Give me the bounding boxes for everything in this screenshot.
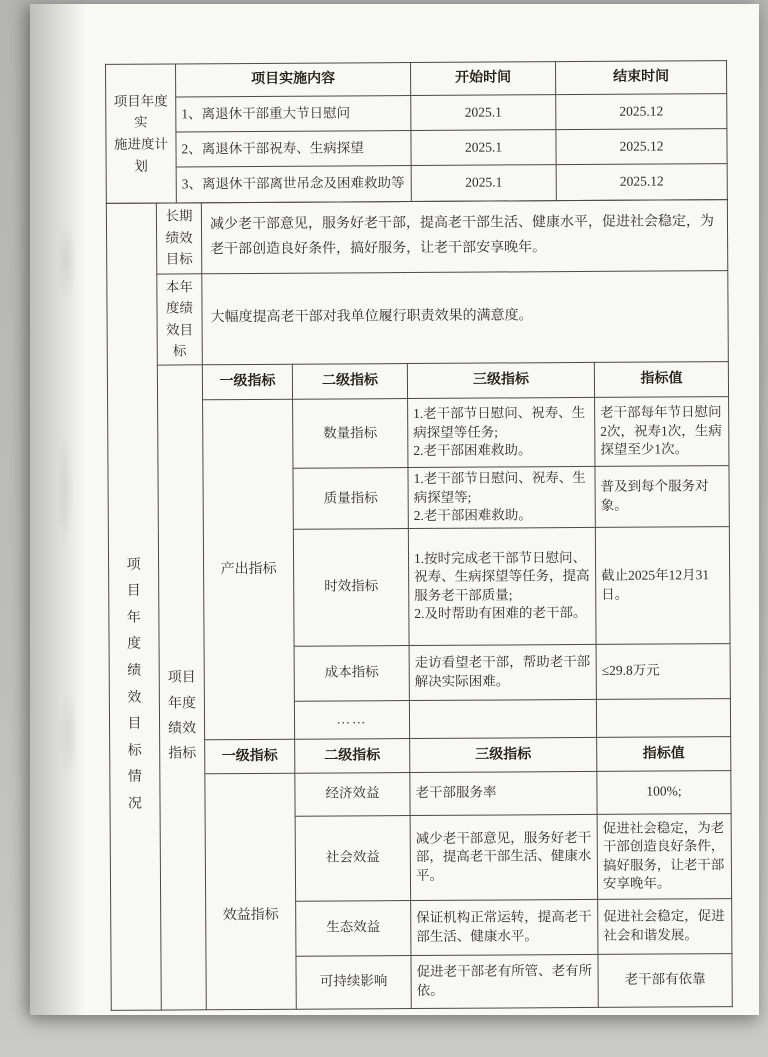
progress-plan-section-label: 项目年度实 施进度计划 [106,64,177,203]
paper-sheet [30,4,759,1015]
header-indicator-value: 指标值 [594,361,728,397]
table-row [106,94,727,133]
indicator-value: 促进社会稳定，促进社会和谐发展。 [598,898,732,954]
level2-indicator: 时效指标 [293,528,409,646]
start-date: 2025.1 [411,95,556,131]
task-name: 3、离退休干部离世吊念及困难救助等 [176,166,411,203]
level2-indicator: 社会效益 [295,815,411,901]
level3-indicator: 1.老干部节日慰问、祝寿、生病探望等; 2.老干部困难救助。 [408,466,595,528]
level3-indicator: 促进老干部老有所管、老有所依。 [411,954,598,1008]
header-level3-indicator: 三级指标 [410,737,597,772]
level3-indicator: 减少老干部意见，服务好老干部，提高老干部生活、健康水平。 [410,814,598,900]
indicator-value-empty [596,698,730,737]
indicator-value: 促进社会稳定，为老干部创造良好条件，搞好服务，让老干部安享晚年。 [597,813,732,899]
table-row [106,164,727,204]
indicator-value: 普及到每个服务对象。 [595,465,729,527]
long-term-goal-text: 减少老干部意见，服务好老干部，提高老干部生活、健康水平，促进社会稳定，为老干部创造良好条件，搞好服务，让老干部安享晚年。 [201,199,727,273]
level2-indicator: 成本指标 [294,645,409,701]
level3-indicator: 保证机构正常运转，提高老干部生活、健康水平。 [411,899,598,955]
performance-target-section-table [106,199,733,1011]
level2-indicator: 质量指标 [293,467,408,529]
annual-goal-text: 大幅度提高老干部对我单位履行职责效果的满意度。 [202,270,729,365]
progress-plan-table [105,60,728,204]
level2-indicator: 可持续影响 [296,955,411,1009]
level1-benefit-indicator: 效益指标 [205,773,296,1010]
column-header-start-time: 开始时间 [411,62,556,96]
end-date: 2025.12 [556,129,727,165]
annual-goal-label: 本年 度绩 效目 标 [157,273,203,365]
indicator-section-label: 项目 年度 绩效 指标 [157,365,206,1010]
header-level1-indicator: 一级指标 [202,364,292,400]
table-row [106,199,727,274]
header-level2-indicator: 二级指标 [295,738,410,773]
start-date: 2025.1 [411,130,556,166]
level3-indicator: 老干部服务率 [410,771,597,815]
ellipsis-row-label: …… [294,700,409,739]
end-date: 2025.12 [556,164,727,201]
column-header-end-time: 结束时间 [556,61,727,95]
task-name: 1、离退休干部重大节日慰问 [176,96,411,132]
level1-output-indicator: 产出指标 [203,399,295,739]
level3-indicator-empty [409,699,596,738]
header-level3-indicator: 三级指标 [407,362,594,398]
performance-target-table [105,60,732,1011]
table-row [107,361,728,400]
indicator-value: 老干部每年节日慰问2次，祝寿1次，生病探望至少1次。 [595,396,729,466]
header-indicator-value: 指标值 [597,736,731,771]
table-row [107,270,729,365]
indicator-value: 截止2025年12月31日。 [595,526,730,644]
task-name: 2、离退休干部祝寿、生病探望 [176,131,411,167]
level2-indicator: 经济效益 [295,772,410,816]
header-level2-indicator: 二级指标 [292,363,407,399]
end-date: 2025.12 [556,94,727,130]
column-header-content: 项目实施内容 [176,63,411,97]
header-level1-indicator: 一级指标 [205,739,295,774]
level2-indicator: 生态效益 [296,900,411,956]
indicator-value: 老干部有依靠 [598,953,732,1007]
level2-indicator: 数量指标 [293,398,408,468]
level3-indicator: 1.老干部节日慰问、祝寿、生病探望等任务; 2.老干部困难救助。 [408,397,595,467]
indicator-value: 100%; [597,770,731,814]
start-date: 2025.1 [411,165,556,202]
level3-indicator: 1.按时完成老干部节日慰问、祝寿、生病探望等任务，提高服务老干部质量; 2.及时帮助有困难的老干部。 [408,527,596,645]
performance-section-label: 项 目 年 度 绩 效 目 标 情 况 [106,203,161,1011]
table-row [106,129,727,168]
long-term-goal-label: 长期 绩效 目标 [156,202,201,273]
level3-indicator: 走访看望老干部，帮助老干部解决实际困难。 [409,644,596,700]
indicator-value: ≤29.8万元 [596,643,730,699]
